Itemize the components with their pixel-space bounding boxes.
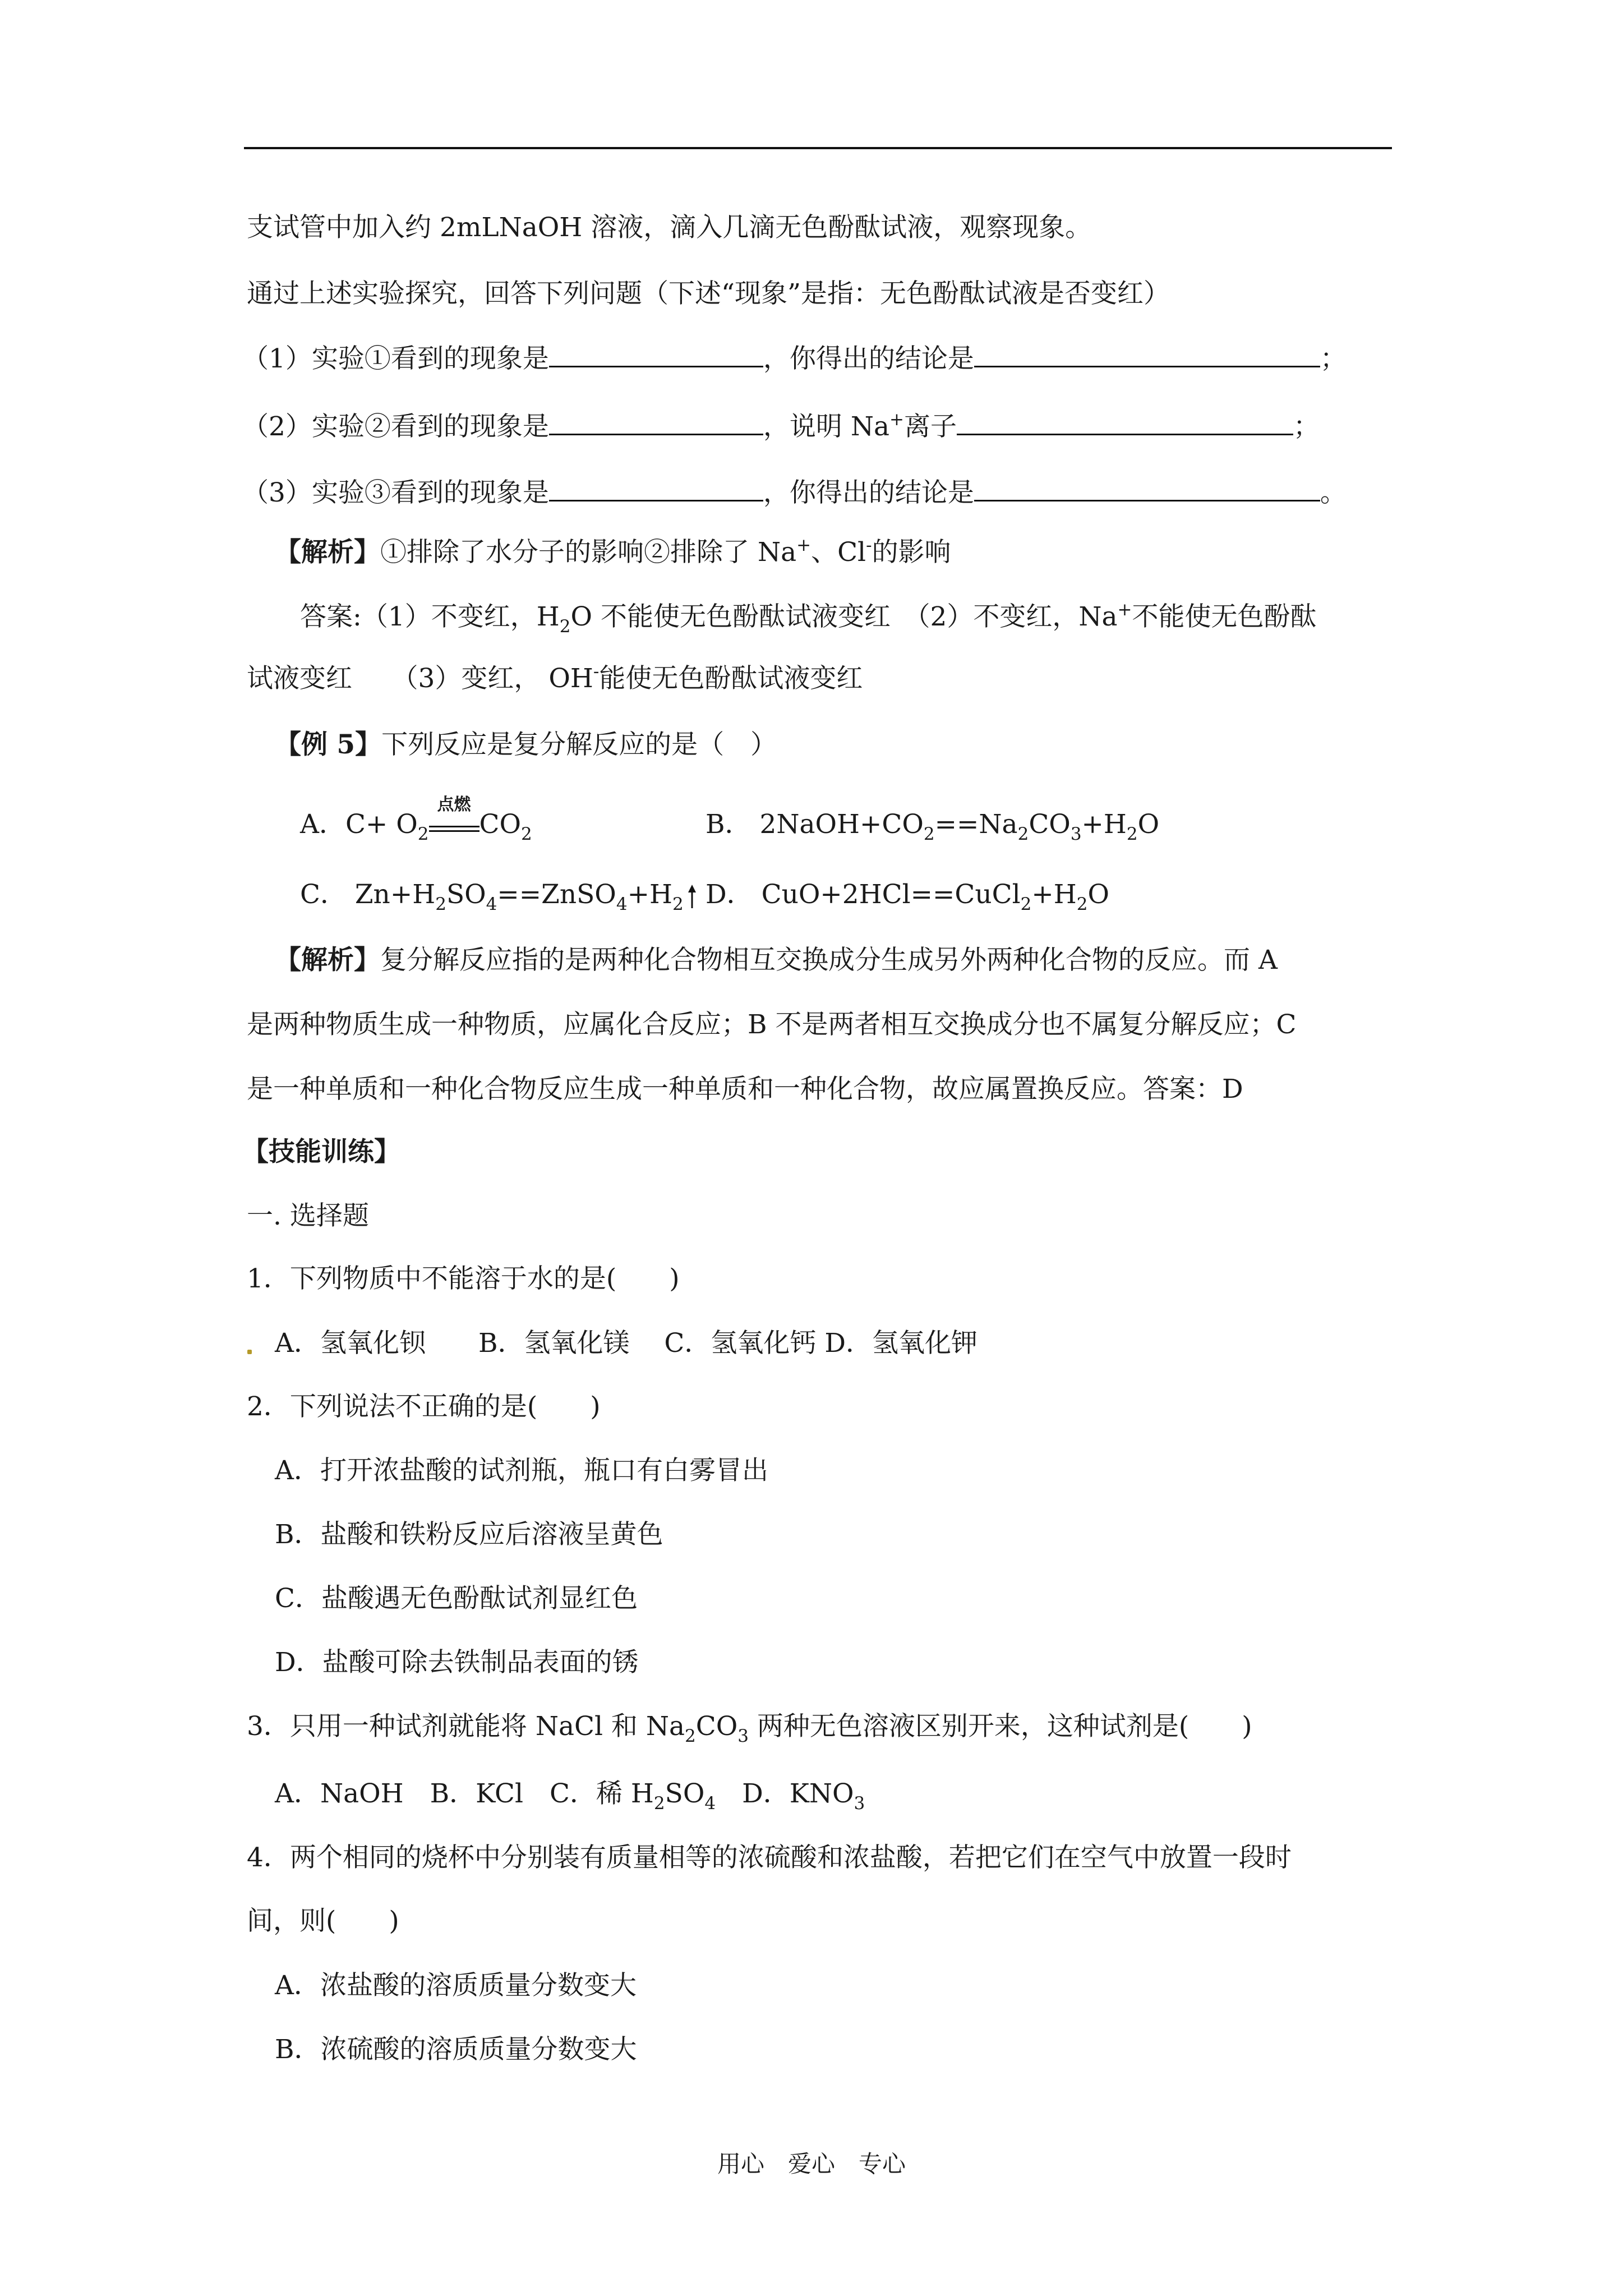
problem-1-options: A．氢氧化钡 B．氢氧化镁 C．氢氧化钙 D．氢氧化钾 <box>275 1328 978 1359</box>
answer-line-1: 答案:（1）不变红，$H_2O$ 不能使无色酚酞试液变红 （2）不变红，Na+不能使无色酚酞 <box>300 600 1317 637</box>
option-b: B． $2NaOH+CO_2==Na_2CO_3+H_2O$ <box>706 809 1160 844</box>
option-c: C． $Zn+H_2SO_4==ZnSO_4+H_2$ <box>300 878 700 912</box>
problem-2-option-a: A．打开浓盐酸的试剂瓶，瓶口有白雾冒出 <box>275 1455 768 1486</box>
reaction-condition: 点燃 <box>429 812 479 840</box>
answer-blank[interactable] <box>549 340 763 367</box>
problem-3: 3．只用一种试剂就能将 NaCl 和 $Na_2CO_3$ 两种无色溶液区别开来，这种试剂是( ) <box>247 1711 1252 1746</box>
answer-blank[interactable] <box>974 474 1320 501</box>
text-line: 支试管中加入约 2mLNaOH 溶液，滴入几滴无色酚酞试液，观察现象。 <box>247 212 1092 243</box>
analysis-2-line-3: 是一种单质和一种化合物反应生成一种单质和一种化合物，故应属置换反应。答案：D <box>247 1074 1243 1105</box>
analysis-2-line-2: 是两种物质生成一种物质，应属化合反应；B 不是两者相互交换成分也不属复分解反应；C <box>247 1009 1297 1040</box>
example-5: 【例 5】下列反应是复分解反应的是（ ） <box>275 729 777 760</box>
problem-2-option-d: D．盐酸可除去铁制品表面的锈 <box>275 1647 639 1678</box>
problem-2: 2．下列说法不正确的是( ) <box>247 1391 601 1422</box>
answer-blank[interactable] <box>974 340 1320 367</box>
problem-4-option-b: B．浓硫酸的溶质质量分数变大 <box>275 2034 637 2065</box>
answer-blank[interactable] <box>549 474 763 501</box>
problem-4-line-2: 间，则( ) <box>247 1906 399 1936</box>
subsection-heading: 一. 选择题 <box>247 1200 369 1231</box>
problem-2-option-b: B．盐酸和铁粉反应后溶液呈黄色 <box>275 1519 663 1550</box>
problem-2-option-c: C．盐酸遇无色酚酞试剂显红色 <box>275 1583 638 1614</box>
section-heading: 【技能训练】 <box>242 1137 400 1167</box>
answer-line-2: 试液变红 （3）变红， OH-能使无色酚酞试液变红 <box>247 661 863 694</box>
answer-blank[interactable] <box>549 408 763 435</box>
page-footer: 用心 爱心 专心 <box>717 2150 906 2178</box>
problem-3-options: A．NaOH B．KCl C．稀 $H_2SO_4$ D．$KNO_3$ <box>275 1778 865 1814</box>
option-d: D． $CuO+2HCl==CuCl_2+H_2O$ <box>706 879 1110 914</box>
problem-4: 4．两个相同的烧杯中分别装有质量相等的浓硫酸和浓盐酸，若把它们在空气中放置一段时 <box>247 1842 1292 1873</box>
analysis-1: 【解析】①排除了水分子的影响②排除了 Na+、Cl-的影响 <box>275 535 951 568</box>
text-line: 通过上述实验探究，回答下列问题（下述“现象”是指：无色酚酞试液是否变红） <box>247 278 1170 309</box>
problem-1: 1．下列物质中不能溶于水的是( ) <box>247 1263 680 1294</box>
problem-4-option-a: A．浓盐酸的溶质质量分数变大 <box>275 1970 637 2001</box>
option-a: A．$C+ O_2$ 点燃 $CO_2$ <box>300 795 532 844</box>
marker-dot <box>247 1350 252 1354</box>
header-rule <box>244 147 1392 149</box>
analysis-2: 【解析】复分解反应指的是两种化合物相互交换成分生成另外两种化合物的反应。而 A <box>275 945 1278 976</box>
question-3: （3）实验③看到的现象是 ，你得出的结论是 。 <box>242 474 1347 510</box>
question-1: （1）实验①看到的现象是 ，你得出的结论是 ； <box>242 340 1347 376</box>
gas-arrow-icon <box>684 884 700 909</box>
question-2: （2）实验②看到的现象是 ，说明 Na+离子 ； <box>242 408 1320 444</box>
answer-blank[interactable] <box>957 408 1293 435</box>
